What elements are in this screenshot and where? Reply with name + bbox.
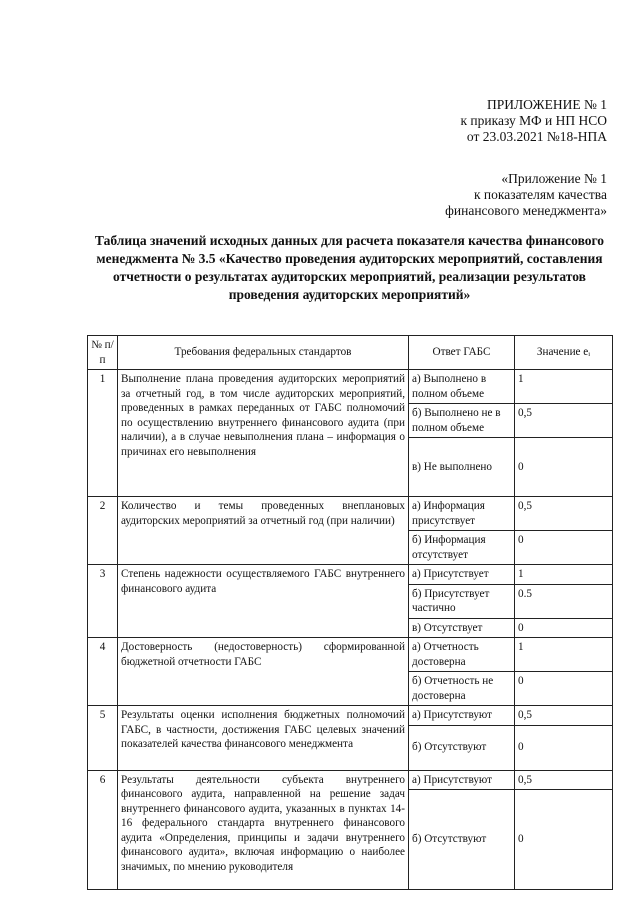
- row-value: 0,5: [515, 770, 613, 790]
- header-requirements: Требования федеральных стандартов: [118, 336, 409, 370]
- row-answer: а) Отчетность достоверна: [409, 638, 515, 672]
- row-answer: в) Не выполнено: [409, 438, 515, 497]
- annex2-line-2: к показателям качества: [474, 187, 607, 202]
- row-answer: б) Отчетность не достоверна: [409, 672, 515, 706]
- annex-line-2: к приказу МФ и НП НСО: [460, 113, 607, 128]
- row-requirement: Количество и темы проведенных внеплановых аудиторских мероприятий за отчетный год (при наличии): [118, 497, 409, 565]
- row-value: 0: [515, 438, 613, 497]
- annex-line-3: от 23.03.2021 №18-НПА: [466, 129, 607, 144]
- table-row: [88, 706, 613, 726]
- row-num: 5: [88, 706, 118, 771]
- row-requirement: Результаты оценки исполнения бюджетных полномочий ГАБС, в частности, достижения ГАБС целевых значений показателей качества финансового менеджмента: [118, 706, 409, 771]
- row-answer: б) Отсутствуют: [409, 790, 515, 890]
- row-answer: а) Присутствуют: [409, 770, 515, 790]
- row-value: 0,5: [515, 706, 613, 726]
- row-answer: б) Присутствует частично: [409, 584, 515, 618]
- row-value: 0.5: [515, 584, 613, 618]
- row-value: 1: [515, 565, 613, 585]
- row-requirement: Выполнение плана проведения аудиторских мероприятий за отчетный год, в том числе аудиторских мероприятий, проведенных в рамках переданных от ГАБС полномочий по осуществлению внутреннего финансового аудита (при наличии), а в случае невыполнения плана – информация о причинах его невыполнения: [118, 370, 409, 497]
- row-value: 0,5: [515, 497, 613, 531]
- row-value: 0: [515, 790, 613, 890]
- requirements-table: [87, 335, 613, 890]
- annex-header: [461, 97, 608, 145]
- row-value: 0,5: [515, 404, 613, 438]
- row-num: 6: [88, 770, 118, 890]
- table-row: [88, 370, 613, 404]
- row-requirement: Результаты деятельности субъекта внутреннего финансового аудита, направленной на решение задач внутреннего финансового аудита, указанных в пунктах 14-16 федерального стандарта внутреннего финансового аудита «Определения, принципы и задачи внутреннего финансового аудита», включая информацию о наиболее значимых, по мнению руководителя: [118, 770, 409, 890]
- row-answer: б) Выполнено не в полном объеме: [409, 404, 515, 438]
- row-answer: а) Присутствует: [409, 565, 515, 585]
- row-requirement: Степень надежности осуществляемого ГАБС внутреннего финансового аудита: [118, 565, 409, 638]
- document-title: Таблица значений исходных данных для расчета показателя качества финансового менеджмента № 3.5 «Качество проведения аудиторских мероприятий, составления отчетности о результатах аудиторских мероприятий, реализации результатов проведения аудиторских мероприятий»: [94, 233, 605, 302]
- row-num: 3: [88, 565, 118, 638]
- row-value: 0: [515, 672, 613, 706]
- header-value: Значение eᵢ: [515, 336, 613, 370]
- table-header-row: [88, 336, 613, 370]
- row-value: 1: [515, 370, 613, 404]
- row-value: 0: [515, 618, 613, 638]
- row-answer: б) Информация отсутствует: [409, 531, 515, 565]
- table-row: [88, 565, 613, 585]
- table-row: [88, 497, 613, 531]
- row-num: 4: [88, 638, 118, 706]
- annex-line-1: ПРИЛОЖЕНИЕ № 1: [486, 97, 607, 112]
- row-answer: а) Информация присутствует: [409, 497, 515, 531]
- row-value: 0: [515, 531, 613, 565]
- row-answer: б) Отсутствуют: [409, 725, 515, 770]
- table-row: [88, 638, 613, 672]
- row-requirement: Достоверность (недостоверность) сформированной бюджетной отчетности ГАБС: [118, 638, 409, 706]
- annex2-line-1: «Приложение № 1: [501, 171, 607, 186]
- row-num: 1: [88, 370, 118, 497]
- row-num: 2: [88, 497, 118, 565]
- row-answer: а) Присутствуют: [409, 706, 515, 726]
- table-row: [88, 770, 613, 790]
- header-answer: Ответ ГАБС: [409, 336, 515, 370]
- annex2-line-3: финансового менеджмента»: [445, 203, 607, 218]
- row-answer: в) Отсутствует: [409, 618, 515, 638]
- row-value: 0: [515, 725, 613, 770]
- row-answer: а) Выполнено в полном объеме: [409, 370, 515, 404]
- annex-original-header: [445, 171, 607, 219]
- row-value: 1: [515, 638, 613, 672]
- header-num: № п/п: [88, 336, 118, 370]
